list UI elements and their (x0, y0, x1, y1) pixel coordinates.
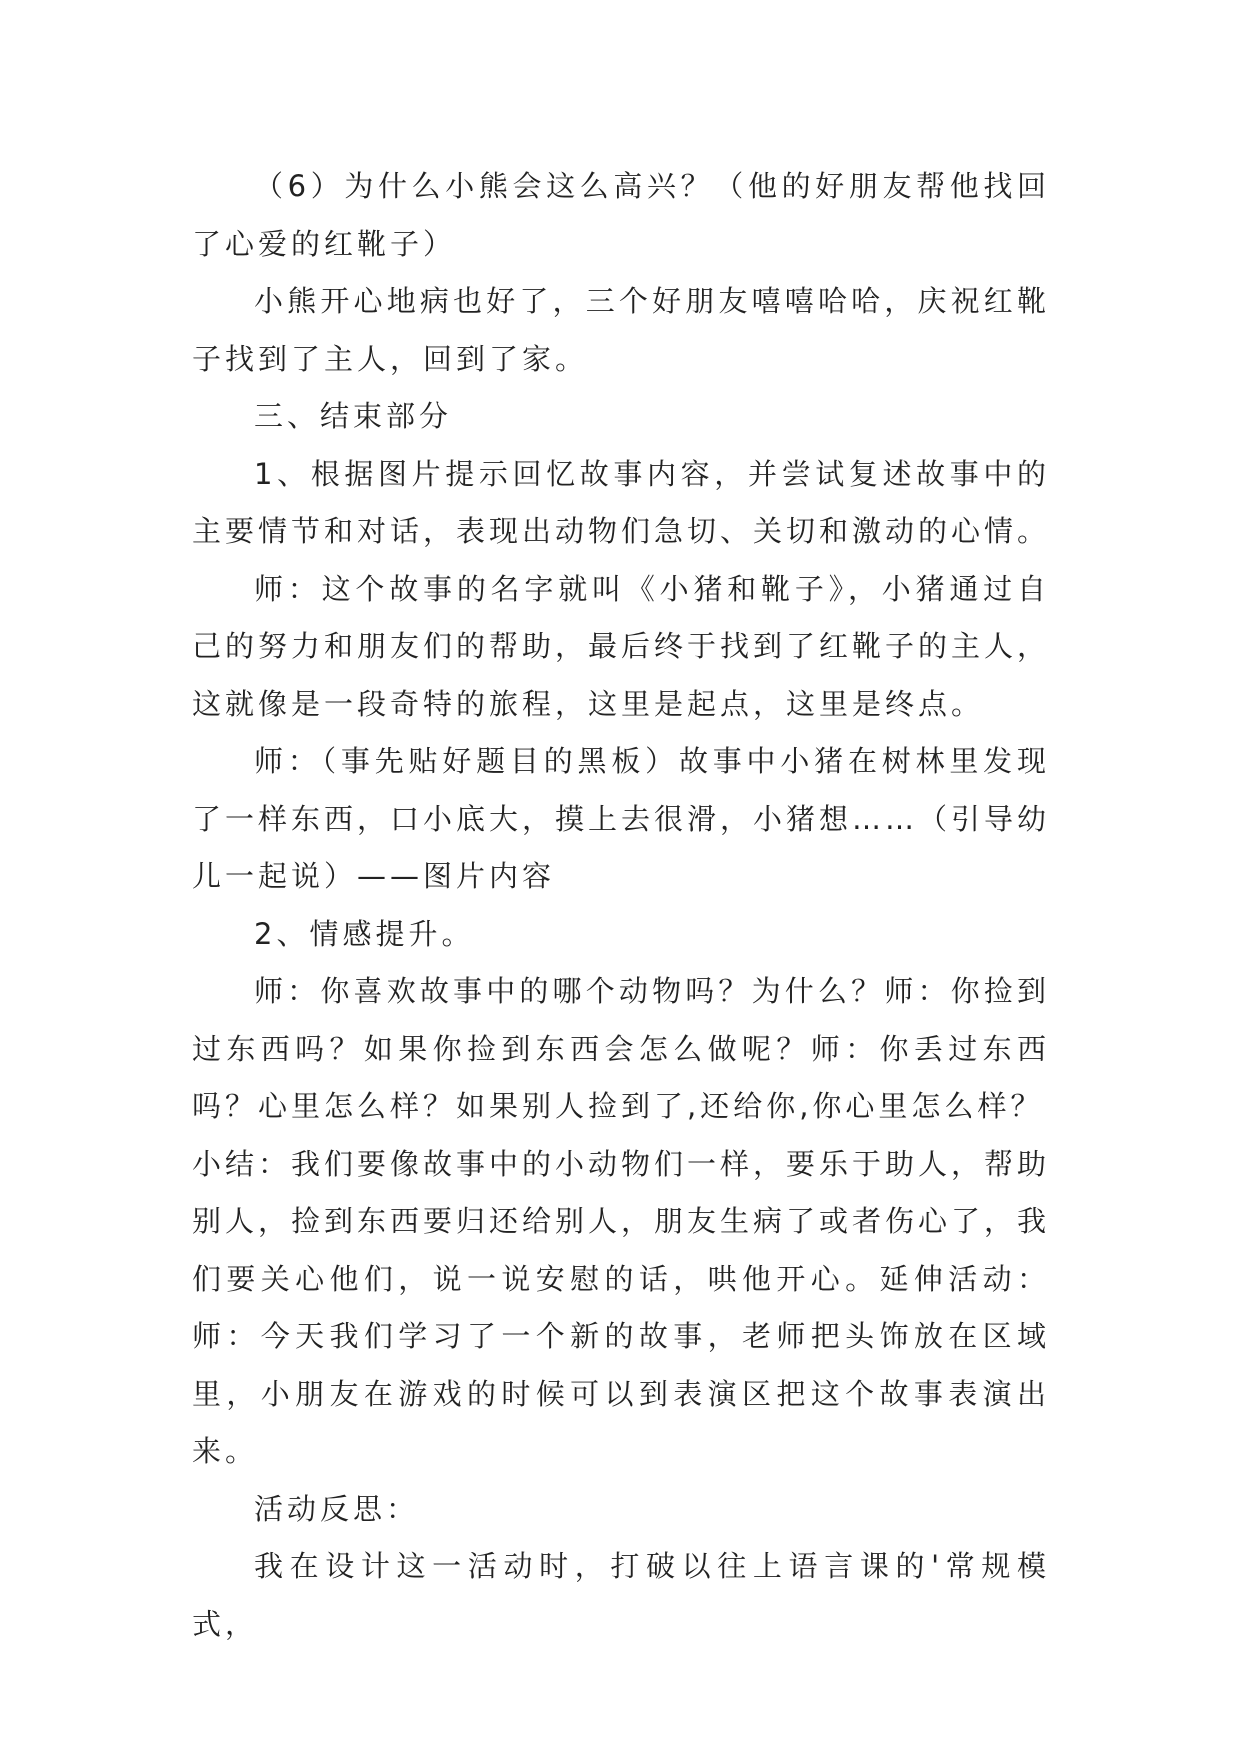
document-body (192, 158, 1050, 1653)
paragraph-step-2: 2、情感提升。 (254, 916, 475, 951)
paragraph-reflection: 我在设计这一活动时，打破以往上语言课的'常规模式， (192, 1549, 1050, 1641)
section-heading-reflection: 活动反思： (254, 1491, 420, 1526)
paragraph-question-6: （6）为什么小熊会这么高兴？（他的好朋友帮他找回了心爱的红靴子） (192, 169, 1050, 261)
paragraph-teacher-questions: 师：你喜欢故事中的哪个动物吗？为什么？师：你捡到过东西吗？如果你捡到东西会怎么做呢？师：你丢过东西吗？心里怎么样？如果别人捡到了,还给你,你心里怎么样？ (192, 974, 1050, 1123)
paragraph-teacher-blackboard: 师：（事先贴好题目的黑板）故事中小猪在树林里发现了一样东西，口小底大，摸上去很滑，小猪想……（引导幼儿一起说）——图片内容 (192, 744, 1051, 893)
section-heading-ending: 三、结束部分 (254, 399, 453, 433)
paragraph-teacher-story-name: 师：这个故事的名字就叫《小猪和靴子》，小猪通过自己的努力和朋友们的帮助，最后终于找到了红靴子的主人，这就像是一段奇特的旅程，这里是起点，这里是终点。 (192, 571, 1051, 721)
paragraph-step-1: 1、根据图片提示回忆故事内容，并尝试复述故事中的主要情节和对话，表现出动物们急切、关切和激动的心情。 (192, 456, 1051, 548)
paragraph-bear-happy: 小熊开心地病也好了，三个好朋友嘻嘻哈哈，庆祝红靴子找到了主人，回到了家。 (192, 284, 1050, 376)
paragraph-summary: 小结：我们要像故事中的小动物们一样，要乐于助人，帮助别人，捡到东西要归还给别人，朋友生病了或者伤心了，我们要关心他们，说一说安慰的话，哄他开心。延伸活动：师：今天我们学习了一个新的故事，老师把头饰放在区域里，小朋友在游戏的时候可以到表演区把这个故事表演出来。 (192, 1146, 1051, 1468)
